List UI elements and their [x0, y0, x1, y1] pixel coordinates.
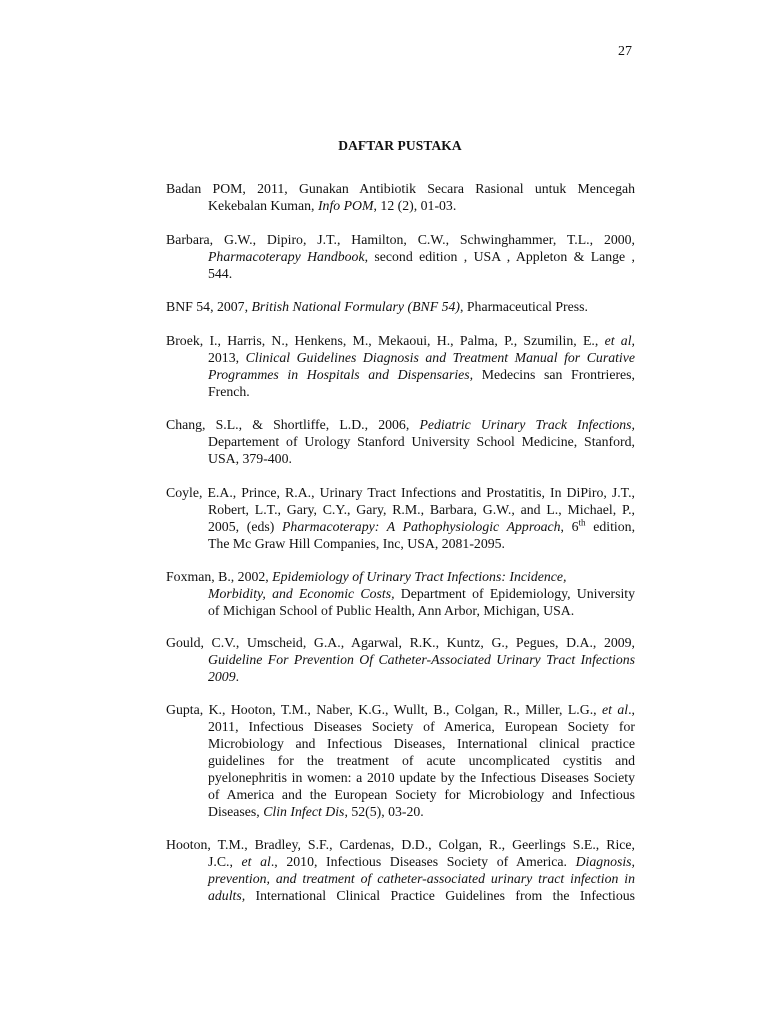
reference-text: ., 2010, Infectious Diseases Society of America.: [270, 854, 576, 869]
reference-text: International Clinical Practice Guidelines from the Infectious: [245, 888, 635, 903]
reference-text: .,: [628, 702, 635, 717]
reference-line: [166, 887, 635, 904]
reference-text: Hooton, T.M., Bradley, S.F., Cardenas, D.D., Colgan, R., Geerlings S.E., Rice,: [166, 837, 635, 852]
reference-text: 544.: [208, 266, 233, 281]
reference-entry-badan-pom: [166, 180, 635, 214]
reference-line: [166, 752, 635, 769]
reference-line: [166, 718, 635, 735]
reference-line: [166, 501, 635, 518]
italic-text: prevention, and treatment of catheter-associated urinary tract infection in: [208, 871, 635, 886]
reference-line: [166, 735, 635, 752]
reference-line: [166, 651, 635, 668]
italic-text: Info POM: [317, 198, 374, 213]
reference-text: of America and the European Society for Microbiology and Infectious: [208, 787, 635, 802]
reference-line: [166, 870, 635, 887]
reference-text: USA, 379-400.: [208, 451, 292, 466]
reference-text: Coyle, E.A., Prince, R.A., Urinary Tract Infections and Prostatitis, In DiPiro, J.T.,: [166, 485, 635, 500]
italic-text: Clinical Guidelines Diagnosis and Treatment Manual for Curative: [245, 350, 636, 365]
reference-text: edition,: [585, 519, 636, 534]
reference-text: Diseases,: [208, 804, 264, 819]
reference-line: [166, 602, 635, 619]
reference-line: [166, 433, 635, 450]
italic-text: British National Formulary (BNF 54): [251, 299, 460, 314]
reference-line: [166, 803, 635, 820]
reference-entry-broek: [166, 332, 635, 400]
reference-text: Gupta, K., Hooton, T.M., Naber, K.G., Wullt, B., Colgan, R., Miller, L.G.,: [166, 702, 602, 717]
reference-text: 2011, Infectious Diseases Society of America, European Society for: [208, 719, 635, 734]
reference-entry-coyle: [166, 484, 635, 552]
reference-text: , Pharmaceutical Press.: [459, 299, 588, 314]
italic-text: Pharmacoterapy: A Pathophysiologic Approach: [282, 519, 561, 534]
reference-line: [166, 585, 635, 602]
italic-text: Morbidity, and Economic Costs,: [208, 586, 395, 601]
superscript-text: th: [578, 517, 586, 528]
reference-line: [166, 450, 635, 467]
reference-line: [166, 197, 635, 214]
italic-text: adults,: [208, 888, 246, 903]
reference-line: [166, 568, 635, 585]
reference-text: Department of Epidemiology, University: [394, 586, 636, 601]
reference-text: , second edition , USA , Appleton & Lange ,: [364, 249, 635, 264]
reference-line: [166, 518, 635, 535]
italic-text: 2009: [208, 669, 236, 684]
reference-text: Kekebalan Kuman,: [208, 198, 318, 213]
reference-entry-barbara: [166, 231, 635, 282]
reference-entry-foxman: [166, 568, 635, 619]
italic-text: Guideline For Prevention Of Catheter-Associated Urinary Tract Infections: [208, 652, 635, 667]
reference-line: [166, 853, 635, 870]
page-title: DAFTAR PUSTAKA: [338, 138, 462, 153]
reference-text: , 12 (2), 01-03.: [373, 198, 457, 213]
reference-line: [166, 769, 635, 786]
italic-text: Programmes in Hospitals and Dispensaries,: [208, 367, 474, 382]
reference-text: Foxman, B., 2002,: [166, 569, 273, 584]
reference-line: [166, 366, 635, 383]
reference-text: Chang, S.L., & Shortliffe, L.D., 2006,: [166, 417, 420, 432]
reference-entry-hooton: [166, 836, 635, 904]
reference-text: pyelonephritis in women: a 2010 update by the Infectious Diseases Society: [208, 770, 635, 785]
reference-text: Microbiology and Infectious Diseases, International clinical practice: [208, 736, 635, 751]
reference-line: [166, 383, 635, 400]
reference-text: BNF 54, 2007,: [166, 299, 252, 314]
reference-text: Badan POM, 2011, Gunakan Antibiotik Secara Rasional untuk Mencegah: [166, 181, 635, 196]
italic-text: et al: [602, 702, 629, 717]
reference-text: Robert, L.T., Gary, C.Y., Gary, R.M., Barbara, G.W., and L., Michael, P.,: [208, 502, 635, 517]
reference-entry-gould: [166, 634, 635, 685]
reference-text: Medecins san Frontrieres,: [473, 367, 636, 382]
reference-line: [166, 265, 635, 282]
italic-text: Epidemiology of Urinary Tract Infections: Incidence,: [272, 569, 567, 584]
reference-line: [166, 248, 635, 265]
reference-text: , 52(5), 03-20.: [344, 804, 424, 819]
italic-text: Clin Infect Dis: [263, 804, 345, 819]
italic-text: Pharmacoterapy Handbook: [208, 249, 365, 264]
page-number: 27: [618, 44, 632, 59]
reference-line: [166, 786, 635, 803]
reference-text: .: [235, 669, 240, 684]
reference-entry-chang: [166, 416, 635, 467]
reference-line: [166, 484, 635, 501]
reference-line: [166, 416, 635, 433]
reference-text: , 6: [560, 519, 579, 534]
reference-text: J.C.,: [208, 854, 242, 869]
italic-text: Pediatric Urinary Track Infections,: [419, 417, 635, 432]
reference-text: of Michigan School of Public Health, Ann Arbor, Michigan, USA.: [208, 603, 575, 618]
reference-text: guidelines for the treatment of acute uncomplicated cystitis and: [208, 753, 635, 768]
reference-text: Broek, I., Harris, N., Henkens, M., Mekaoui, H., Palma, P., Szumilin, E.,: [166, 333, 605, 348]
reference-text: 2005, (eds): [208, 519, 282, 534]
reference-text: The Mc Graw Hill Companies, Inc, USA, 2081-2095.: [208, 536, 505, 551]
reference-line: [166, 298, 635, 315]
reference-line: [166, 701, 635, 718]
reference-text: Departement of Urology Stanford University School Medicine, Stanford,: [208, 434, 635, 449]
reference-line: [166, 836, 635, 853]
italic-text: Diagnosis,: [575, 854, 636, 869]
reference-line: [166, 634, 635, 651]
reference-line: [166, 535, 635, 552]
reference-line: [166, 180, 635, 197]
reference-text: 2013,: [208, 350, 246, 365]
italic-text: et al,: [604, 333, 635, 348]
reference-line: [166, 668, 635, 685]
reference-entry-gupta: [166, 701, 635, 820]
reference-text: Barbara, G.W., Dipiro, J.T., Hamilton, C.W., Schwinghammer, T.L., 2000,: [166, 232, 635, 247]
reference-text: Gould, C.V., Umscheid, G.A., Agarwal, R.K., Kuntz, G., Pegues, D.A., 2009,: [166, 635, 635, 650]
reference-line: [166, 332, 635, 349]
reference-entry-bnf: [166, 298, 635, 315]
reference-line: [166, 231, 635, 248]
reference-text: French.: [208, 384, 250, 399]
reference-line: [166, 349, 635, 366]
italic-text: et al: [241, 854, 271, 869]
